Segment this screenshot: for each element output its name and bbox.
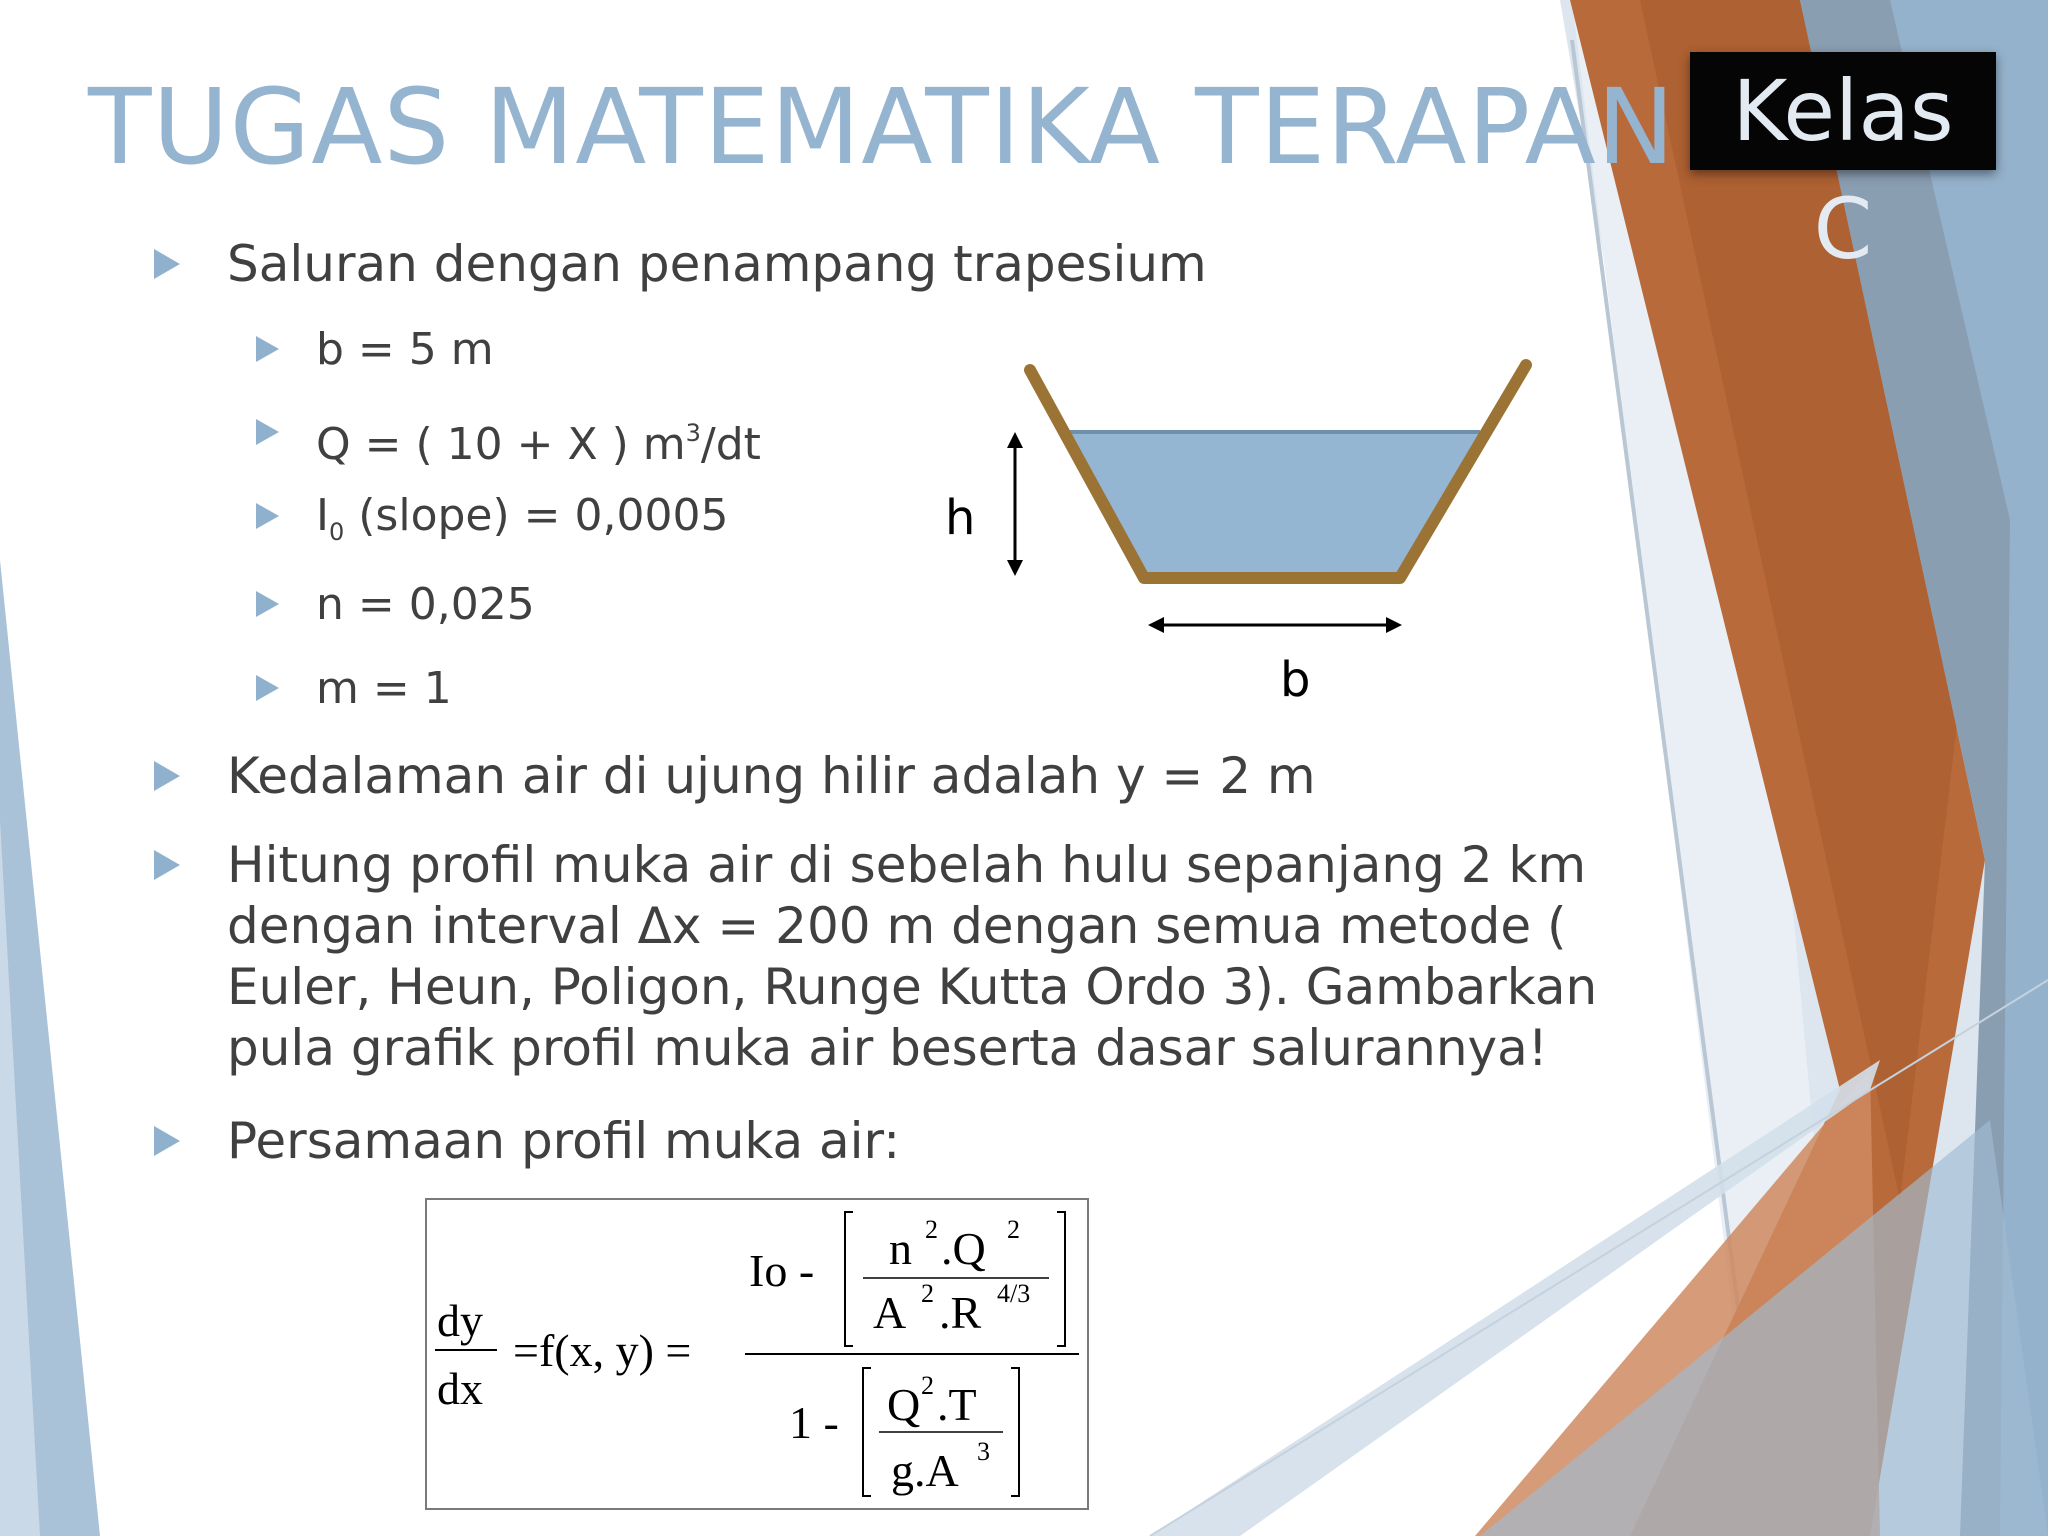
formula-ga: g.A xyxy=(891,1445,959,1496)
formula-ga-exp: 3 xyxy=(977,1437,990,1466)
right-bracket-top xyxy=(1057,1212,1065,1346)
class-badge: Kelas C xyxy=(1690,52,1996,170)
sub-bullet-n: n = 0,025 xyxy=(316,579,535,630)
sub-bullet-m: m = 1 xyxy=(316,663,452,714)
b-arrow-left xyxy=(1148,617,1164,633)
sub-bullet-arrow-icon xyxy=(256,675,279,701)
formula-r: .R xyxy=(939,1287,982,1338)
bullet-equation-intro: Persamaan profil muka air: xyxy=(227,1112,901,1170)
formula-t: .T xyxy=(937,1379,977,1430)
slope-symbol: I xyxy=(316,490,329,541)
bullet-depth: Kedalaman air di ujung hilir adalah y = 2 m xyxy=(227,747,1316,805)
formula-q2-exp: 2 xyxy=(921,1371,934,1400)
sub-bullet-slope xyxy=(316,488,728,560)
h-arrow-up xyxy=(1007,432,1023,448)
formula-q-exp: 2 xyxy=(1007,1215,1020,1244)
formula-n: n xyxy=(889,1223,912,1274)
formula-box xyxy=(425,1198,1089,1510)
b-arrow-right xyxy=(1386,617,1402,633)
bullet-arrow-icon xyxy=(154,1126,180,1156)
sub-bullet-q xyxy=(316,405,761,473)
bullet-arrow-icon xyxy=(154,850,180,880)
q-unit: /dt xyxy=(700,419,761,470)
formula-dx: dx xyxy=(437,1363,483,1414)
formula-svg xyxy=(427,1200,1087,1508)
formula-n-exp: 2 xyxy=(925,1215,938,1244)
bullet-task: Hitung profil muka air di sebelah hulu sepanjang 2 km dengan interval Δx = 200 m dengan semua metode ( Euler, Heun, Poligon, Runge Kutta Ordo 3). Gambarkan pula grafik profil muka air beserta dasar salurannya! xyxy=(227,836,1598,1077)
right-bracket-bottom xyxy=(1011,1368,1019,1496)
slide-title: TUGAS MATEMATIKA TERAPAN xyxy=(88,66,1676,188)
q-text: Q = ( 10 + X ) m xyxy=(316,419,686,470)
channel-diagram xyxy=(920,340,1560,720)
formula-q: .Q xyxy=(941,1223,986,1274)
h-label: h xyxy=(945,490,976,546)
slope-text: (slope) = 0,0005 xyxy=(344,490,729,541)
left-bracket-top xyxy=(845,1212,853,1346)
bullet-arrow-icon xyxy=(154,761,180,791)
formula-dy: dy xyxy=(437,1295,483,1346)
formula-a: A xyxy=(873,1287,907,1338)
formula-f: =f(x, y) = xyxy=(513,1325,692,1376)
sub-bullet-arrow-icon xyxy=(256,336,279,362)
b-label: b xyxy=(1280,652,1311,708)
sub-bullet-arrow-icon xyxy=(256,591,279,617)
sub-bullet-arrow-icon xyxy=(256,419,279,445)
formula-q2: Q xyxy=(887,1379,921,1430)
trapezoid-svg xyxy=(920,340,1560,720)
formula-io: Io - xyxy=(749,1245,815,1296)
sub-bullet-b: b = 5 m xyxy=(316,324,494,375)
q-exponent: 3 xyxy=(685,419,701,447)
formula-r-exp: 4/3 xyxy=(997,1279,1031,1308)
slope-subscript: 0 xyxy=(328,518,345,546)
h-arrow-down xyxy=(1007,560,1023,576)
left-bracket-bottom xyxy=(863,1368,871,1496)
formula-a-exp: 2 xyxy=(921,1279,934,1308)
formula-one-minus: 1 - xyxy=(789,1397,839,1448)
bullet-channel: Saluran dengan penampang trapesium xyxy=(227,235,1207,293)
sub-bullet-arrow-icon xyxy=(256,503,279,529)
bullet-arrow-icon xyxy=(154,249,180,279)
